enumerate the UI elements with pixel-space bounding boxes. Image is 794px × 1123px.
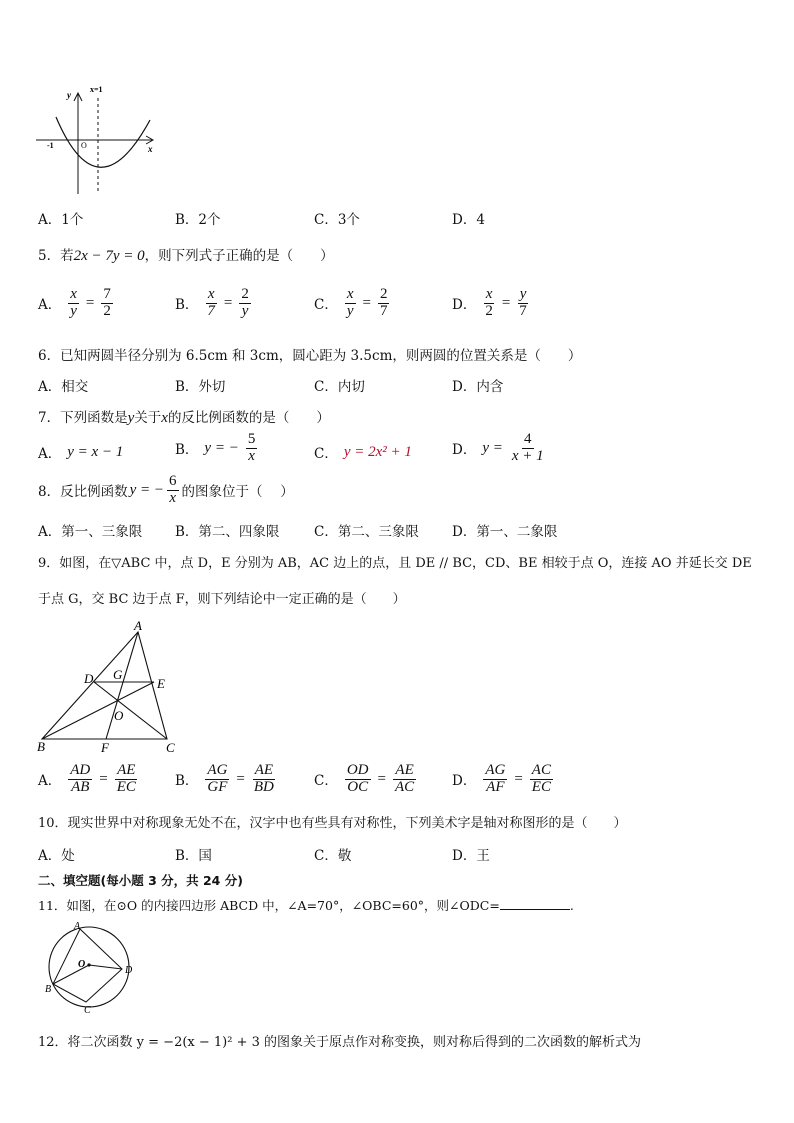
option-letter: B．: [175, 442, 199, 459]
q8-stem-post: 的图象位于（ ）: [181, 484, 294, 501]
option-letter: C．: [314, 297, 338, 314]
q8-option-d: D．第一、二象限: [452, 524, 558, 540]
q4-option-d: D．4: [452, 212, 485, 228]
label-f: F: [101, 740, 109, 755]
q7-option-b: [175, 432, 258, 465]
option-letter: A．: [38, 297, 62, 314]
q4-option-a: A．1个: [38, 212, 84, 228]
option-letter: D．: [452, 442, 477, 459]
fraction-denominator: y: [70, 302, 77, 319]
q8-stem: [38, 474, 294, 507]
fraction-denominator: GF: [207, 778, 228, 795]
q10-stem: 10．现实世界中对称现象无处不在，汉字中也有些具有对称性，下列美术字是轴对称图形的是（ ）: [38, 816, 627, 831]
fraction-denominator: y: [241, 302, 249, 319]
center-point: [87, 963, 90, 966]
fraction-denominator: OC: [347, 778, 369, 795]
fraction-numerator: AC: [531, 762, 551, 778]
label-e: E: [157, 676, 165, 691]
q9-option-b: B． $\frac{AG}{GF}$ = $\frac{AE}{BD}$: [175, 762, 274, 795]
fraction-denominator: x + 1: [511, 447, 544, 464]
q9-option-c: C． $\frac{OD}{OC}$ = $\frac{AE}{AC}$: [314, 762, 415, 795]
fraction-numerator: x: [485, 286, 493, 302]
answer-blank[interactable]: [500, 897, 570, 910]
fraction-numerator: 7: [103, 286, 111, 302]
fraction-numerator: AD: [70, 762, 91, 778]
q7-stem-mid: 关于: [134, 410, 162, 426]
q6-option-b: B．外切: [175, 379, 226, 395]
q9-option-a: A． $\frac{AD}{AB}$ = $\frac{AE}{EC}$: [38, 762, 136, 795]
q7-option-d: [452, 432, 547, 465]
q5-stem-post: ，则下列式子正确的是（ ）: [144, 248, 334, 264]
fraction-numerator: x: [70, 286, 77, 302]
q8-stem-pre: 8．反比例函数: [38, 484, 128, 501]
q10-option-a: A．处: [38, 848, 75, 864]
q8-func-lhs: y = −: [129, 481, 164, 498]
q12-stem: 12．将二次函数 y = −2(x − 1)² + 3 的图象关于原点作对称变换，则对称后得到的二次函数的解析式为: [38, 1035, 642, 1050]
q7-stem: [38, 406, 330, 427]
fraction-numerator: 6: [169, 473, 177, 489]
q10-option-c: C．敬: [314, 848, 352, 864]
label-a: A: [74, 921, 81, 932]
y-axis-label: y: [67, 90, 71, 100]
option-letter: C．: [314, 446, 338, 462]
q9-stem-line2: 于点 G，交 BC 边于点 F，则下列结论中一定正确的是（ ）: [38, 592, 406, 607]
fraction-numerator: x: [207, 286, 215, 302]
fraction-denominator: EC: [531, 778, 551, 795]
option-letter: A．: [38, 446, 62, 462]
q6-option-a: A．相交: [38, 379, 89, 395]
parabola-figure: [36, 84, 161, 199]
q7-stem-pre: 7．下列函数是: [38, 410, 128, 426]
segment-od: [89, 965, 122, 969]
fraction-numerator: 2: [241, 286, 249, 302]
q11-stem-tail: .: [569, 898, 574, 913]
q10-option-b: B．国: [175, 848, 212, 864]
q11-stem: [38, 896, 574, 914]
parabola-curve: [56, 117, 150, 167]
q9-option-d: D． $\frac{AG}{AF}$ = $\frac{AC}{EC}$: [452, 762, 551, 795]
q4-option-c: C．3个: [314, 212, 360, 228]
fraction-denominator: EC: [116, 778, 136, 795]
q6-option-c: C．内切: [314, 379, 365, 395]
fraction-denominator: x: [169, 489, 177, 506]
option-letter: B．: [175, 773, 199, 790]
q5-equation: 2x − 7y = 0: [73, 248, 145, 264]
fraction-denominator: AF: [486, 778, 505, 795]
fraction-numerator: 2: [379, 286, 388, 302]
q5-stem-pre: 5．若: [38, 248, 74, 264]
option-letter: B．: [175, 297, 199, 314]
option-letter: C．: [314, 773, 338, 790]
label-a: A: [134, 618, 142, 633]
circle-figure: [40, 920, 140, 1016]
label-c: C: [84, 1005, 91, 1016]
q7-option-c-expr: y = 2x² + 1: [343, 443, 412, 460]
q7-option-d-lhs: y =: [482, 439, 503, 456]
q11-stem-text: 11．如图，在⊙O 的内接四边形 ABCD 中，∠A=70°，∠OBC=60°，则∠ODC=: [38, 898, 500, 913]
label-b: B: [45, 984, 52, 995]
q10-option-d: D．王: [452, 848, 490, 864]
option-letter: D．: [452, 773, 477, 790]
label-o: O: [114, 708, 124, 723]
label-d: D: [125, 965, 133, 976]
q7-option-b-lhs: y = −: [204, 439, 239, 456]
fraction-denominator: AC: [394, 778, 415, 795]
option-letter: D．: [452, 297, 477, 314]
triangle-figure: [34, 618, 184, 758]
fraction-numerator: OD: [346, 762, 369, 778]
option-letter: A．: [38, 773, 62, 790]
segment-be: [42, 682, 154, 739]
fraction-numerator: 5: [247, 431, 256, 447]
label-d: D: [84, 671, 94, 686]
fraction-numerator: AE: [117, 762, 136, 778]
x-axis-label: x: [148, 144, 153, 154]
q7-option-a-expr: y = x − 1: [67, 443, 124, 460]
fraction-numerator: x: [346, 286, 354, 302]
q8-option-a: A．第一、三象限: [38, 524, 143, 540]
fraction-numerator: AG: [207, 762, 228, 778]
q5-option-d: D． $\frac{x}{2}$ = $\frac{y}{7}$: [452, 286, 527, 319]
fraction-numerator: AE: [395, 762, 414, 778]
q6-option-d: D．内含: [452, 379, 504, 395]
label-c: C: [166, 740, 175, 755]
fraction-denominator: 2: [103, 302, 111, 319]
origin-label: O: [81, 141, 87, 150]
neg-one-label: -1: [47, 141, 54, 150]
fraction-denominator: 7: [379, 302, 388, 319]
q8-option-c: C．第二、三象限: [314, 524, 419, 540]
symmetry-axis-label: x=1: [90, 85, 103, 94]
q7-var-x: x: [161, 410, 168, 426]
q5-option-a: A． $\frac{x}{y}$ = $\frac{7}{2}$: [38, 286, 111, 319]
q8-option-b: B．第二、四象限: [175, 524, 280, 540]
fraction-denominator: AB: [71, 778, 90, 795]
fraction-denominator: 7: [207, 302, 215, 319]
fraction-denominator: x: [248, 447, 255, 464]
fraction-numerator: AG: [485, 762, 506, 778]
q5-option-b: B． $\frac{x}{7}$ = $\frac{2}{y}$: [175, 286, 249, 319]
fraction-numerator: AE: [254, 762, 274, 778]
fraction-denominator: 2: [485, 302, 493, 319]
q7-option-c: [314, 442, 412, 462]
label-b: B: [37, 739, 45, 754]
q6-stem: 6．已知两圆半径分别为 6.5cm 和 3cm，圆心距为 3.5cm，则两圆的位置关系是（ ）: [38, 348, 582, 364]
q4-option-b: B．2个: [175, 212, 221, 228]
fraction-denominator: BD: [253, 778, 274, 795]
q7-stem-post: 的反比例函数的是（ ）: [167, 410, 330, 426]
q7-option-a: [38, 442, 123, 462]
q9-stem-line1: 9．如图，在▽ABC 中，点 D，E 分别为 AB，AC 边上的点，且 DE // BC，CD、BE 相较于点 O，连接 AO 并延长交 DE: [38, 556, 752, 571]
fraction-denominator: y: [346, 302, 354, 319]
q5-stem: [38, 244, 334, 265]
label-g: G: [113, 667, 123, 682]
section-title: 二、填空题(每小题 3 分，共 24 分): [38, 873, 243, 888]
label-o: O: [78, 959, 86, 970]
fraction-numerator: y: [519, 286, 527, 302]
fraction-denominator: 7: [519, 302, 527, 319]
q5-option-c: C． $\frac{x}{y}$ = $\frac{2}{7}$: [314, 286, 388, 319]
q7-var-y: y: [127, 410, 135, 426]
fraction-numerator: 4: [524, 431, 532, 447]
